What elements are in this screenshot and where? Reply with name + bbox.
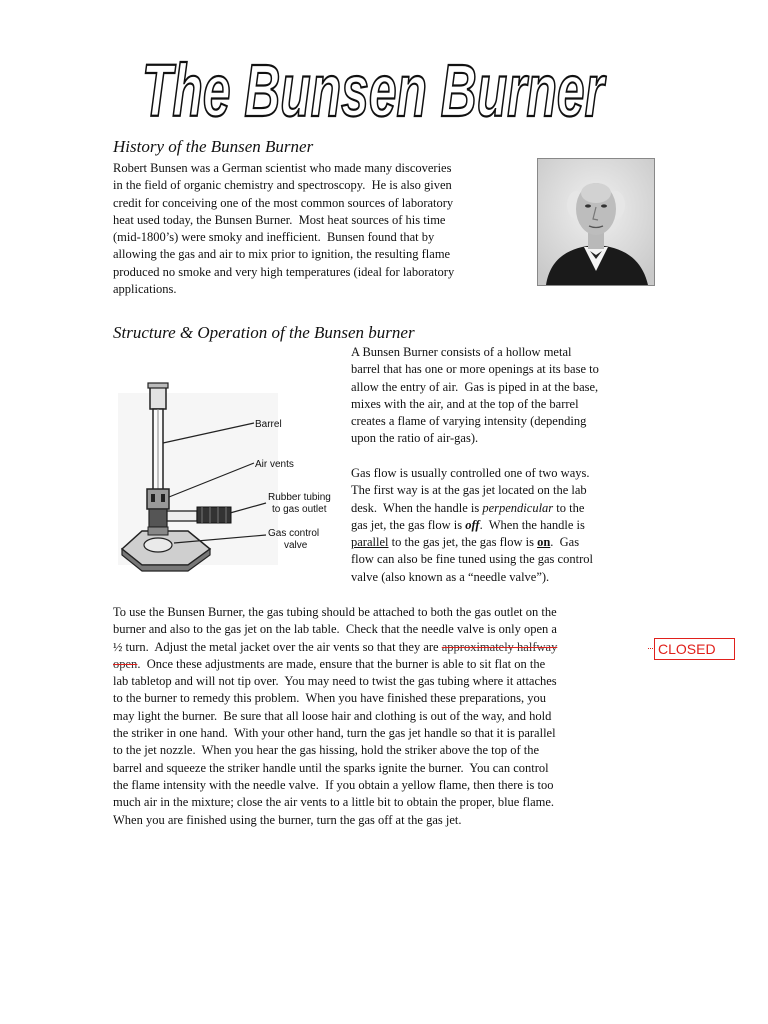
history-line: applications. — [113, 282, 177, 297]
structure-heading: Structure & Operation of the Bunsen burner — [113, 323, 415, 342]
usage-line: barrel and squeeze the striker handle until the sparks ignite the burner. You can control — [113, 760, 549, 775]
structure-line — [351, 534, 656, 551]
structure-line: mixes with the air, and at the top of the barrel — [351, 396, 579, 411]
usage-line: may light the burner. Be sure that all loose hair and clothing is out of the way, and hold — [113, 708, 552, 723]
structure-line: Gas flow is usually controlled one of two ways. — [351, 466, 590, 480]
text-run: desk. When the handle is — [351, 500, 483, 515]
rubber-tubing-label: Rubber tubing — [268, 492, 331, 503]
text-run: . Gas — [550, 535, 580, 550]
usage-line: to the burner to remedy this problem. When you have finished these preparations, you — [113, 691, 546, 706]
emphasis-off: off — [465, 517, 480, 532]
robert-bunsen-portrait — [537, 158, 655, 286]
history-line: allowing the gas and air to mix prior to ignition, the resulting flame — [113, 247, 451, 262]
usage-line — [113, 656, 655, 673]
structure-line: barrel that has one or more openings at its base to — [351, 362, 599, 377]
usage-line: When you are finished using the burner, turn the gas off at the gas jet. — [113, 812, 462, 827]
structure-line: valve (also known as a “needle valve”). — [351, 569, 550, 584]
struck-text: approximately halfway — [441, 639, 558, 654]
emphasis-perpendicular: perpendicular — [482, 500, 554, 515]
emphasis-on: on — [537, 535, 551, 550]
history-heading: History of the Bunsen Burner — [113, 137, 314, 156]
structure-line: A Bunsen Burner consists of a hollow metal — [351, 345, 572, 359]
usage-paragraph — [113, 604, 655, 829]
text-run: ½ turn. Adjust the metal jacket over the air vents so that they are — [113, 639, 442, 654]
text-run: to the gas jet, the gas flow is — [388, 535, 538, 550]
usage-line: much air in the mixture; close the air vents to a little bit to obtain the proper, blue flame. — [113, 795, 555, 810]
history-line: produced no smoke and very high temperatures (ideal for laboratory — [113, 264, 455, 279]
emphasis-parallel: parallel — [351, 535, 389, 550]
structure-line — [351, 517, 656, 534]
page-title — [138, 49, 608, 132]
gas-control-label: Gas control — [268, 528, 320, 539]
history-paragraph — [113, 160, 531, 298]
structure-line: allow the entry of air. Gas is piped in at the base, — [351, 379, 599, 394]
structure-line: upon the ratio of air-gas). — [351, 431, 479, 446]
structure-line: flow can also be fine tuned using the gas control — [351, 552, 593, 567]
history-line: credit for conceiving one of the most common sources of laboratory — [113, 195, 454, 210]
history-line: (mid-1800’s) were smoky and inefficient. Bunsen found that by — [113, 230, 435, 245]
usage-line: lab tabletop and will not tip over. You may need to twist the gas tubing where it attaches — [113, 674, 557, 689]
structure-paragraph-2 — [351, 465, 656, 586]
history-line: Robert Bunsen was a German scientist who made many discoveries — [113, 161, 452, 175]
rubber-tubing-label-2: to gas outlet — [272, 504, 327, 515]
gas-control-label-2: valve — [284, 540, 308, 551]
usage-line: to the jet nozzle. When you hear the gas hissing, hold the striker above the top of the — [113, 743, 540, 758]
usage-line — [113, 639, 655, 656]
usage-line: the striker in one hand. With your other hand, turn the gas jet handle so that it is parallel — [113, 726, 556, 741]
text-run: gas jet, the gas flow is — [351, 517, 466, 532]
air-vents-label: Air vents — [255, 459, 294, 470]
barrel-label: Barrel — [255, 419, 282, 430]
usage-line: the flame intensity with the needle valve. If you obtain a yellow flame, then there is too — [113, 777, 554, 792]
structure-paragraph-1 — [351, 344, 656, 448]
page-title-text: The Bunsen Burner — [142, 49, 607, 132]
text-run: to the — [553, 500, 585, 515]
history-line: heat used today, the Bunsen Burner. Most heat sources of his time — [113, 212, 446, 227]
history-line: in the field of organic chemistry and spectroscopy. He is also given — [113, 178, 452, 193]
usage-line: burner and also to the gas jet on the lab table. Check that the needle valve is only open a — [113, 622, 557, 637]
closed-annotation[interactable]: CLOSED — [654, 638, 735, 660]
usage-line: To use the Bunsen Burner, the gas tubing should be attached to both the gas outlet on the — [113, 605, 557, 619]
structure-line — [351, 500, 656, 517]
struck-text: open — [113, 656, 138, 671]
text-run: . Once these adjustments are made, ensure that the burner is able to sit flat on the — [137, 656, 546, 671]
structure-line: creates a flame of varying intensity (depending — [351, 414, 587, 429]
bunsen-burner-diagram — [118, 383, 346, 573]
text-run: . When the handle is — [479, 517, 585, 532]
structure-line: The first way is at the gas jet located on the lab — [351, 483, 587, 498]
